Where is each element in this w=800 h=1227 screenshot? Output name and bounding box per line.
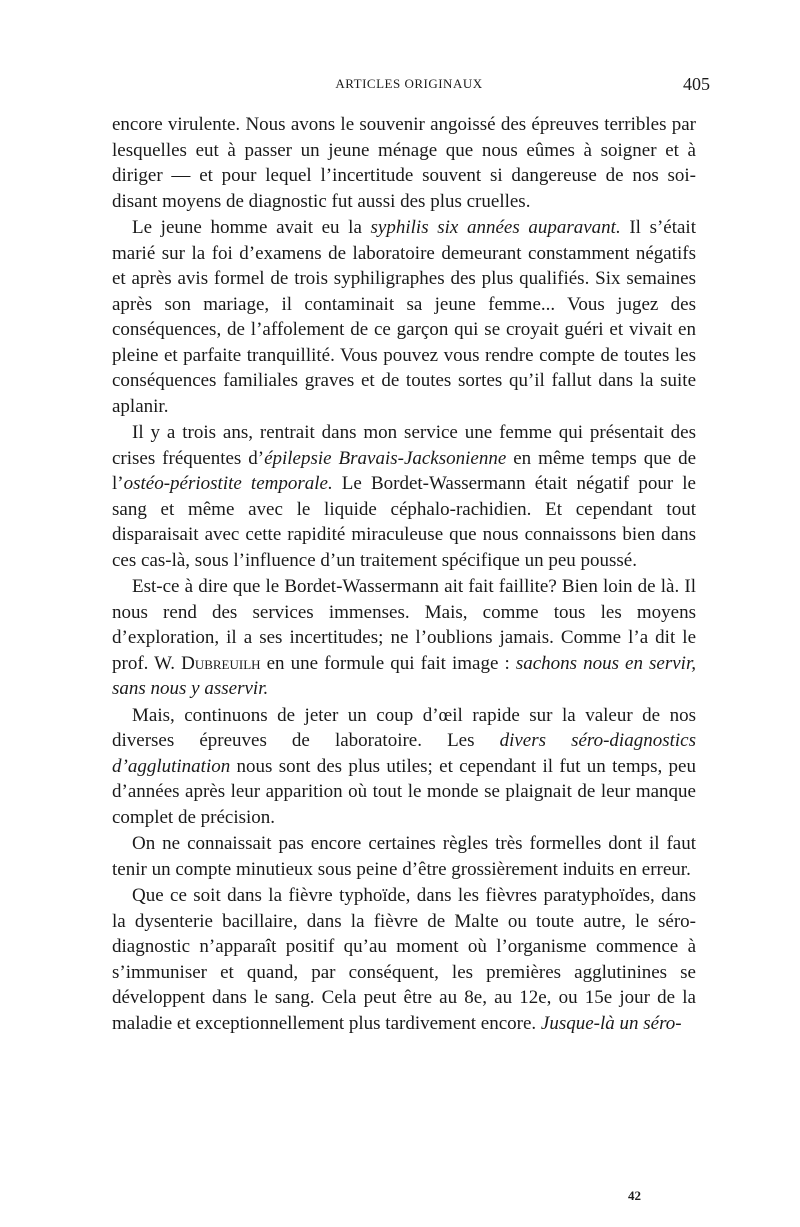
printer-signature: 42 bbox=[628, 1188, 641, 1203]
running-title: ARTICLES ORIGINAUX bbox=[335, 76, 483, 91]
page-header bbox=[108, 76, 710, 100]
article-body bbox=[112, 112, 696, 1036]
paragraph-5 bbox=[112, 703, 696, 831]
paragraph-4 bbox=[112, 574, 696, 702]
text-run: Que ce soit dans la fièvre typhoïde, dans les fièvres paratyphoïdes, dans la dysenterie bacillaire, dans la fièvre de Malte ou toute autre, le séro-diagnostic n’apparaît positif qu’au moment où l’organisme commence à s’immuniser et quand, par conséquent, les premières agglutinines se développent dans le sang. Cela peut être au 8e, au 12e, ou 15e jour de la maladie et exceptionnellement plus tardivement encore. bbox=[112, 885, 696, 1034]
italic-run: ostéo-périostite temporale. bbox=[123, 473, 333, 494]
text-run: Il s’était marié sur la foi d’examens de laboratoire demeurant constamment négatifs et après avis formel de trois syphiligraphes des plus qualifiés. Six semaines après son mariage, il contaminait sa jeune femme... Vous jugez des conséquences, de l’affolement de ce garçon qui se croyait guéri et vivait en pleine et parfaite tranquillité. Vous pouvez vous rendre compte de toutes les conséquences familiales graves et de toutes sortes qu’il fallut dans la suite aplanir. bbox=[112, 217, 696, 417]
italic-run: syphilis six années auparavant. bbox=[370, 217, 621, 238]
text-run: Il y a trois ans, rentrait dans mon service une femme qui présentait des crises fréquentes d’ bbox=[112, 422, 696, 469]
text-run: Le jeune homme avait eu la bbox=[132, 217, 371, 238]
page-number: 405 bbox=[683, 74, 710, 94]
italic-run: divers séro-diagnostics d’agglutination bbox=[112, 730, 696, 777]
paragraph-6: On ne connaissait pas encore certaines règles très formelles dont il faut tenir un compte minutieux sous peine d’être grossièrement induits en erreur. bbox=[112, 833, 696, 880]
author-name: Dubreuilh bbox=[181, 652, 261, 674]
text-run: en une formule qui fait image : bbox=[260, 652, 516, 674]
italic-run: sachons nous en servir, sans nous y asservir. bbox=[112, 652, 696, 699]
text-run: Le Bordet-Wassermann était négatif pour le sang et même avec le liquide céphalo-rachidien. Et cependant tout disparaisait avec cette rapidité miraculeuse que nous connaissons bien dans ces cas-là, sous l’influence d’un traitement spécifique un peu poussé. bbox=[112, 473, 696, 571]
paragraph-3 bbox=[112, 420, 696, 573]
paragraph-7 bbox=[112, 883, 696, 1036]
text-run: nous sont des plus utiles; et cependant il fut un temps, peu d’années après leur apparition où tout le monde se plaignait de leur manque complet de précision. bbox=[112, 755, 696, 828]
text-run: Mais, continuons de jeter un coup d’œil rapide sur la valeur de nos diverses épreuves de laboratoire. Les bbox=[112, 704, 696, 751]
text-run: Est-ce à dire que le Bordet-Wassermann ait fait faillite? Bien loin de là. Il nous rend des services immenses. Mais, comme tous les moyens d’exploration, il a ses incertitudes; ne l’oublions jamais. Comme l’a dit le prof. W. bbox=[112, 576, 696, 674]
paragraph-2 bbox=[112, 215, 696, 419]
italic-run: Jusque-là un séro- bbox=[540, 1012, 682, 1034]
paragraph-1: encore virulente. Nous avons le souvenir angoissé des épreuves terribles par lesquelles eut à passer un jeune ménage que nous eûmes à soigner et à diriger — et pour lequel l’incertitude souvent si dangereuse de nos soi-disant moyens de diagnostic fut aussi des plus cruelles. bbox=[112, 114, 696, 212]
text-run: en même temps que de l’ bbox=[112, 447, 697, 494]
italic-run: épilepsie Bravais-Jacksonienne bbox=[264, 447, 507, 469]
